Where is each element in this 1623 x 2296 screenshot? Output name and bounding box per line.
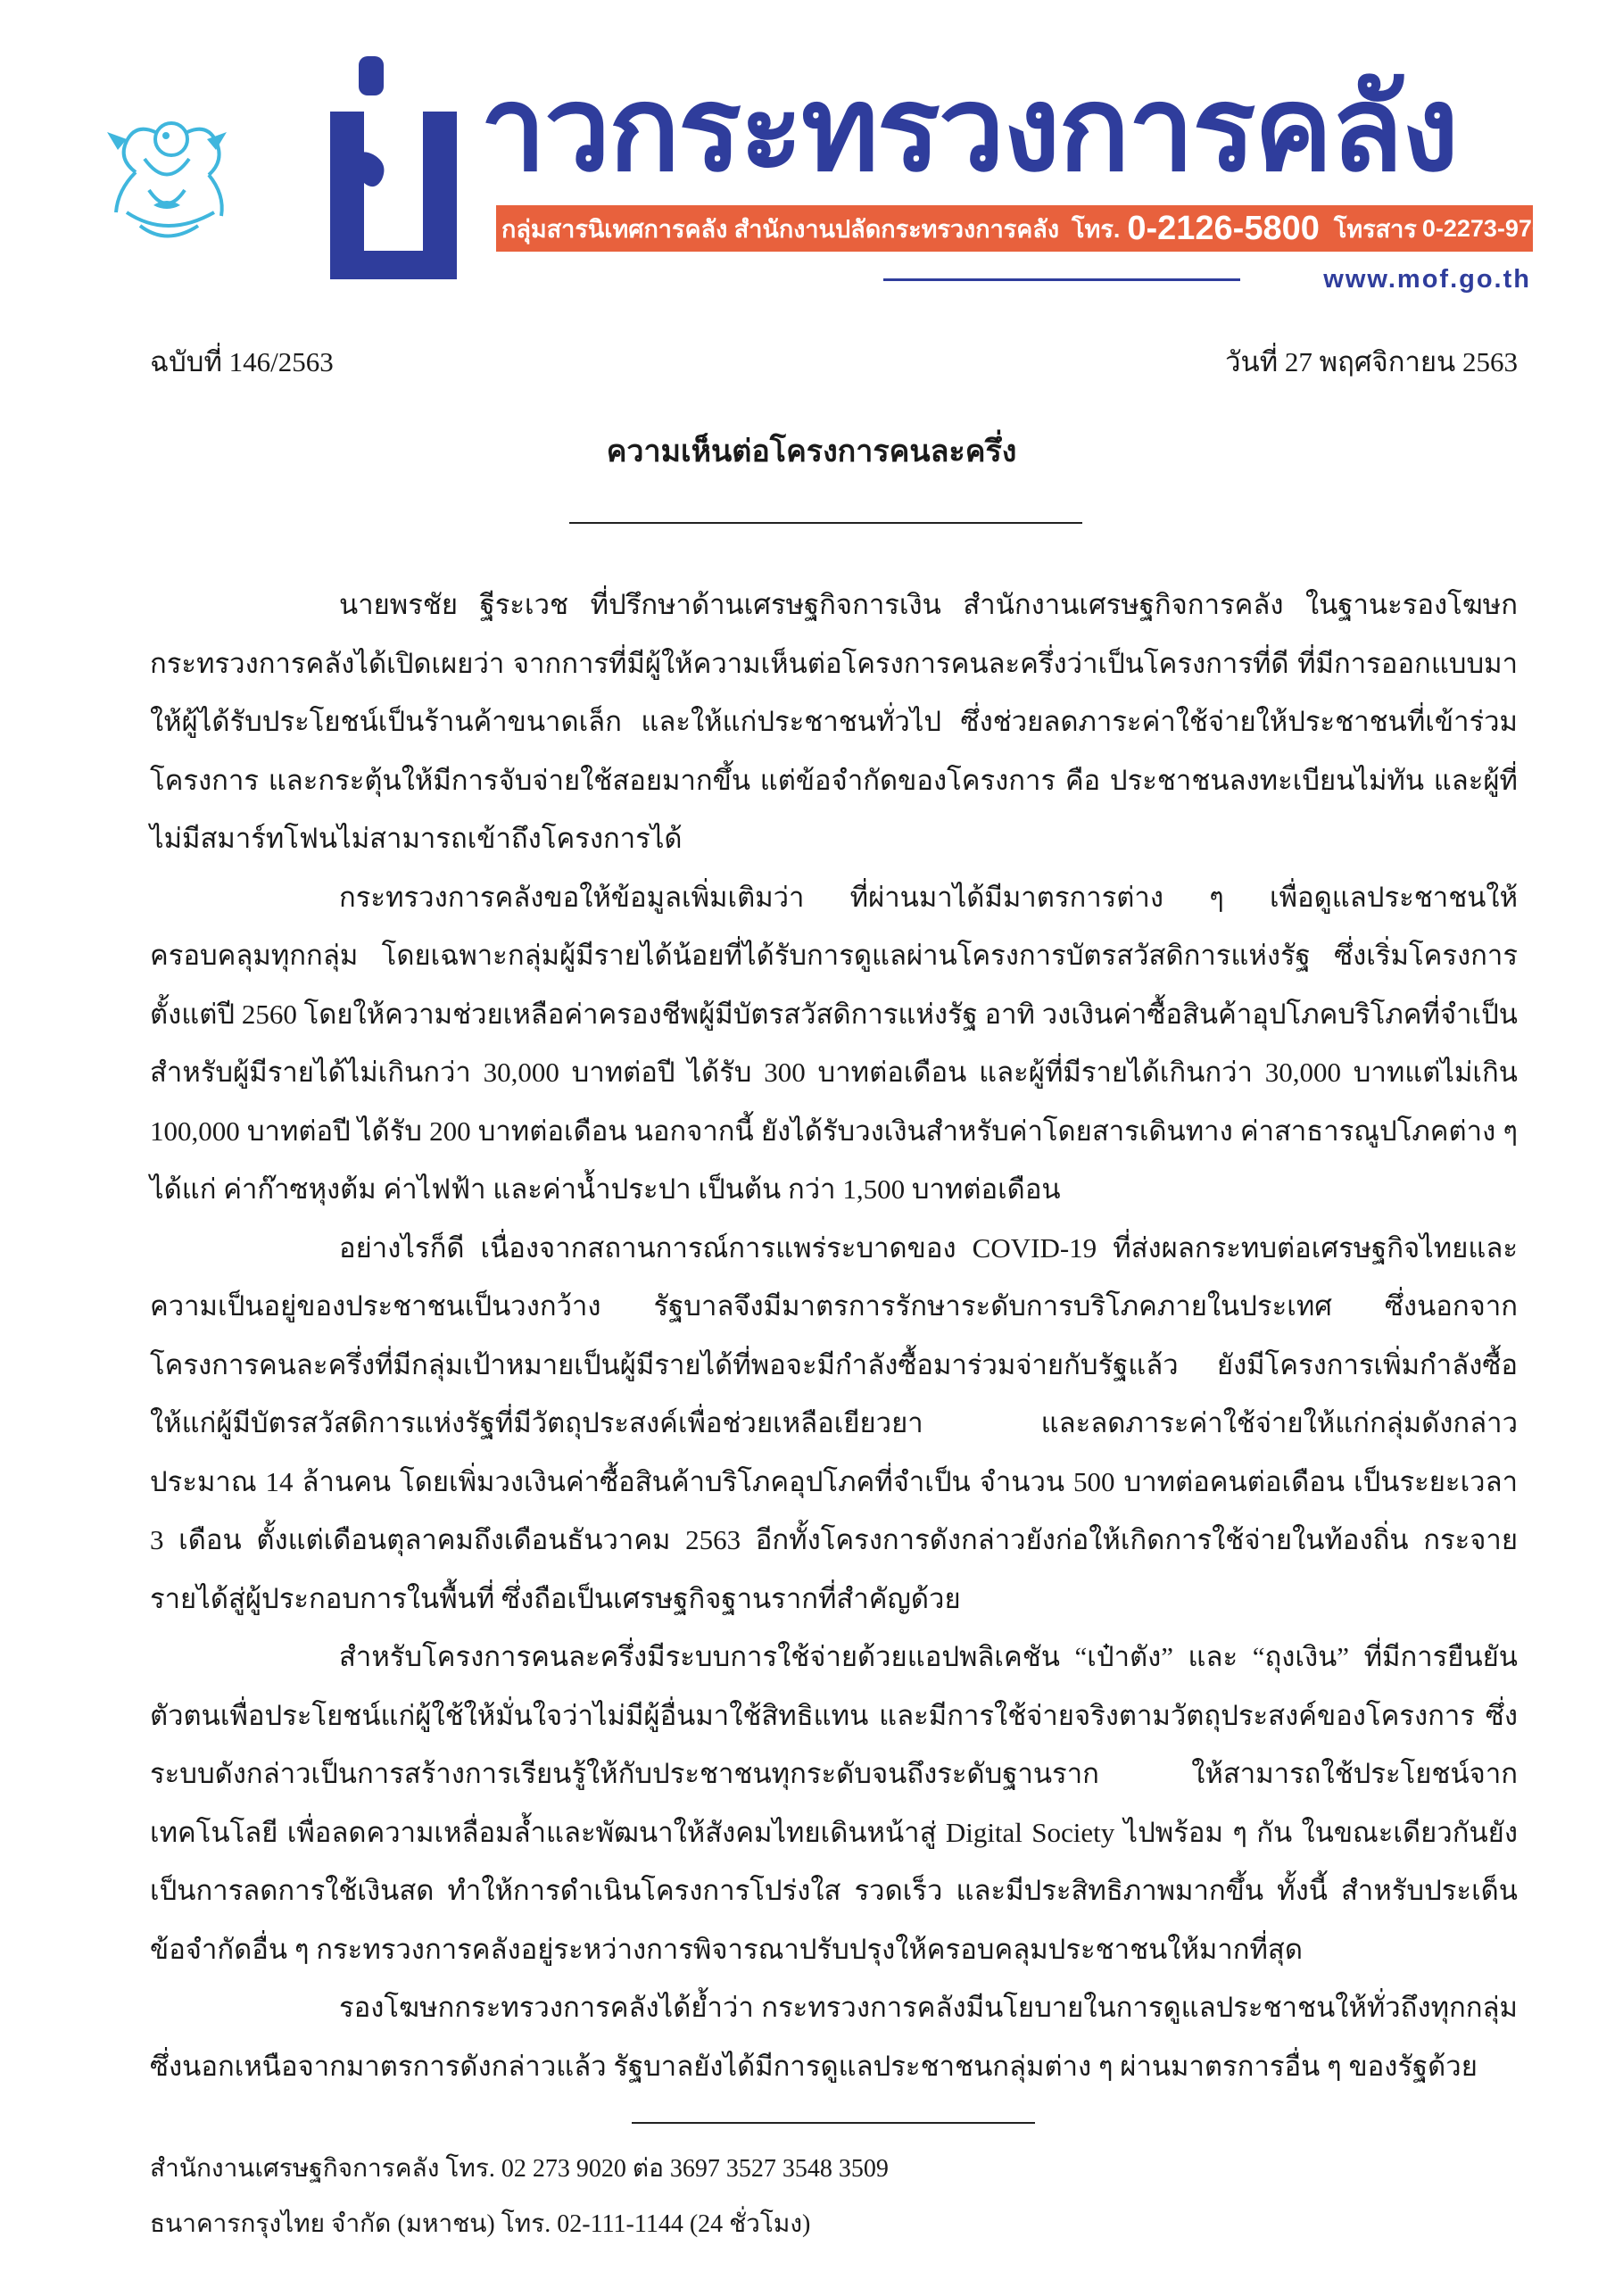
fax-number: 0-2273-9763	[1421, 214, 1559, 242]
paragraph: กระทรวงการคลังขอให้ข้อมูลเพิ่มเติมว่า ที่ผ่านมาได้มีมาตรการต่าง ๆ เพื่อดูแลประชาชนให้ครอบคลุมทุกกลุ่ม โดยเฉพาะกลุ่มผู้มีรายได้น้อยที่ได้รับการดูแลผ่านโครงการบัตรสวัสดิการแห่งรัฐ ซึ่งเริ่มโครงการตั้งแต่ปี 2560 โดยให้ความช่วยเหลือค่าครองชีพผู้มีบัตรสวัสดิการแห่งรัฐ อาทิ วงเงินค่าซื้อสินค้าอุปโภคบริโภคที่จำเป็น สำหรับผู้มีรายได้ไม่เกินกว่า 30,000 บาทต่อปี ได้รับ 300 บาทต่อเดือน และผู้ที่มีรายได้เกินกว่า 30,000 บาทแต่ไม่เกิน 100,000 บาทต่อปี ได้รับ 200 บาทต่อเดือน นอกจากนี้ ยังได้รับวงเงินสำหรับค่าโดยสารเดินทาง ค่าสาธารณูปโภคต่าง ๆ ได้แก่ ค่าก๊าซหุงต้ม ค่าไฟฟ้า และค่าน้ำประปา เป็นต้น กว่า 1,500 บาทต่อเดือน	[150, 881, 1518, 1205]
masthead	[0, 0, 1623, 308]
issue-number: ฉบับที่ 146/2563	[150, 346, 334, 377]
org-line: กลุ่มสารนิเทศการคลัง สำนักงานปลัดกระทรวงการคลัง	[501, 215, 1060, 243]
body-text	[150, 576, 1518, 2095]
garuda-emblem-icon	[100, 105, 234, 248]
footer-line-bank: ธนาคารกรุงไทย จำกัด (มหาชน) โทร. 02-111-1144 (24 ชั่วโมง)	[150, 2210, 811, 2238]
header-divider	[883, 278, 1240, 281]
document-title: ความเห็นต่อโครงการคนละครึ่ง	[606, 435, 1017, 468]
paragraph: รองโฆษกกระทรวงการคลังได้ย้ำว่า กระทรวงการคลังมีนโยบายในการดูแลประชาชนให้ทั่วถึงทุกกลุ่ม ซึ่งนอกเหนือจากมาตรการดังกล่าวแล้ว รัฐบาลยังได้มีการดูแลประชาชนกลุ่มต่าง ๆ ผ่านมาตรการอื่น ๆ ของรัฐด้วย	[150, 1992, 1518, 2082]
title-underline	[569, 522, 1082, 524]
header-logo-char	[323, 49, 475, 290]
website-link[interactable]: www.mof.go.th	[1323, 265, 1531, 294]
tel-label: โทร.	[1072, 215, 1121, 243]
tel-number: 0-2126-5800	[1127, 209, 1320, 247]
contact-bar	[496, 205, 1559, 252]
header-wordmark: าวกระทรวงการคลัง	[480, 63, 1458, 195]
release-date: วันที่ 27 พฤศจิกายน 2563	[1225, 346, 1518, 377]
paragraph: อย่างไรก็ดี เนื่องจากสถานการณ์การแพร่ระบาดของ COVID-19 ที่ส่งผลกระทบต่อเศรษฐกิจไทยและความเป็นอยู่ของประชาชนเป็นวงกว้าง รัฐบาลจึงมีมาตรการรักษาระดับการบริโภคภายในประเทศ ซึ่งนอกจากโครงการคนละครึ่งที่มีกลุ่มเป้าหมายเป็นผู้มีรายได้ที่พอจะมีกำลังซื้อมาร่วมจ่ายกับรัฐแล้ว ยังมีโครงการเพิ่มกำลังซื้อให้แก่ผู้มีบัตรสวัสดิการแห่งรัฐที่มีวัตถุประสงค์เพื่อช่วยเหลือเยียวยา และลดภาระค่าใช้จ่ายให้แก่กลุ่มดังกล่าว ประมาณ 14 ล้านคน โดยเพิ่มวงเงินค่าซื้อสินค้าบริโภคอุปโภคที่จำเป็น จำนวน 500 บาทต่อคนต่อเดือน เป็นระยะเวลา 3 เดือน ตั้งแต่เดือนตุลาคมถึงเดือนธันวาคม 2563 อีกทั้งโครงการดังกล่าวยังก่อให้เกิดการใช้จ่ายในท้องถิ่น กระจายรายได้สู่ผู้ประกอบการในพื้นที่ ซึ่งถือเป็นเศรษฐกิจฐานรากที่สำคัญด้วย	[150, 1231, 1518, 1614]
footer-divider	[632, 2122, 1035, 2124]
fax-label: โทรสาร	[1333, 215, 1417, 243]
contact-footer	[150, 2142, 1310, 2252]
paragraph: นายพรชัย ฐีระเวช ที่ปรึกษาด้านเศรษฐกิจการเงิน สำนักงานเศรษฐกิจการคลัง ในฐานะรองโฆษกกระทรวงการคลังได้เปิดเผยว่า จากการที่มีผู้ให้ความเห็นต่อโครงการคนละครึ่งว่าเป็นโครงการที่ดี ที่มีการออกแบบมาให้ผู้ได้รับประโยชน์เป็นร้านค้าขนาดเล็ก และให้แก่ประชาชนทั่วไป ซึ่งช่วยลดภาระค่าใช้จ่ายให้ประชาชนที่เข้าร่วมโครงการ และกระตุ้นให้มีการจับจ่ายใช้สอยมากขึ้น แต่ข้อจำกัดของโครงการ คือ ประชาชนลงทะเบียนไม่ทัน และผู้ที่ไม่มีสมาร์ทโฟนไม่สามารถเข้าถึงโครงการได้	[150, 589, 1518, 854]
meta-row	[150, 339, 1518, 384]
footer-line-fiscal-office: สำนักงานเศรษฐกิจการคลัง โทร. 02 273 9020 ต่อ 3697 3527 3548 3509	[150, 2155, 889, 2183]
paragraph: สำหรับโครงการคนละครึ่งมีระบบการใช้จ่ายด้วยแอปพลิเคชัน “เป๋าตัง” และ “ถุงเงิน” ที่มีการยืนยันตัวตนเพื่อประโยชน์แก่ผู้ใช้ให้มั่นใจว่าไม่มีผู้อื่นมาใช้สิทธิแทน และมีการใช้จ่ายจริงตามวัตถุประสงค์ของโครงการ ซึ่งระบบดังกล่าวเป็นการสร้างการเรียนรู้ให้กับประชาชนทุกระดับจนถึงระดับฐานราก ให้สามารถใช้ประโยชน์จากเทคโนโลยี เพื่อลดความเหลื่อมล้ำและพัฒนาให้สังคมไทยเดินหน้าสู่ Digital Society ไปพร้อม ๆ กัน ในขณะเดียวกันยังเป็นการลดการใช้เงินสด ทำให้การดำเนินโครงการโปร่งใส รวดเร็ว และมีประสิทธิภาพมากขึ้น ทั้งนี้ สำหรับประเด็นข้อจำกัดอื่น ๆ กระทรวงการคลังอยู่ระหว่างการพิจารณาปรับปรุงให้ครอบคลุมประชาชนให้มากที่สุด	[150, 1641, 1518, 1965]
